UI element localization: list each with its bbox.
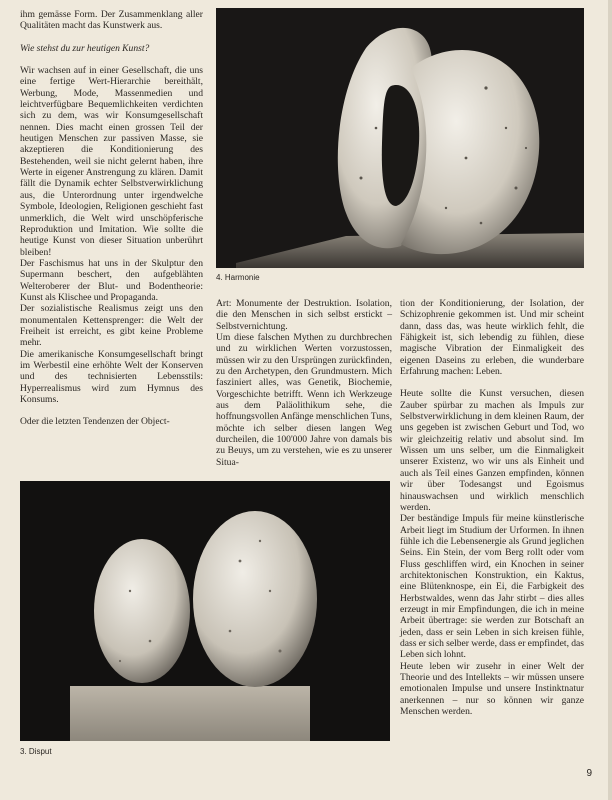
paragraph: Oder die letzten Tendenzen der Object-	[20, 416, 170, 428]
text-column-left	[20, 9, 203, 428]
photo-harmonie	[216, 8, 584, 268]
text-column-middle	[216, 298, 392, 468]
paragraph: Heute sollte die Kunst versuchen, diesen Zauber spürbar zu machen als Impuls zur Selbstverwirklichung in dem kleinen Raum, der uns gegeben ist zwischen Geburt und Tod, wo wir gleichzeitig relativ und absolut sind. Im Wissen um uns selber, um die Einmaligkeit unserer Existenz, wo wir uns als Einheit und auch als Teil eines Ganzen empfinden, können wir über Todesangst und Egoismus hinauswachsen und wirklich menschlich werden.	[400, 388, 584, 513]
photo-disput	[20, 481, 390, 741]
paragraph: Der Faschismus hat uns in der Skulptur den Supermann beschert, den aufgeblähten Welteroberer der Blut- und Bodentheorie: Kunst als Klischee und Propaganda.	[20, 257, 203, 303]
caption-harmonie: 4. Harmonie	[216, 273, 260, 282]
paragraph: Wir wachsen auf in einer Gesellschaft, die uns eine fertige Wert-Hierarchie bereithält, Werbung, Mode, Massenmedien und leichtverfügbare Bequemlichkeiten verdichten sich zu dem, was wir Konsumgesellschaft nennen. Dies macht einen grossen Teil der heutigen Menschen zur passiven Masse, sie akzeptieren die Konditionierung des Bestehenden, weil sie nicht gelernt haben, ihre Werte in eigener Anstrengung zu klären. Damit fällt die Dynamik echter Selbstverwirklichung aus, die Unterordnung unter irgendwelche Symbole, Ideologien, Religionen geschieht fast unmerklich, die Welt wird unschöpferische Reproduktion und Imitation. Wie sollte die heutige Kunst von dieser Situation unberührt bleiben!	[20, 65, 203, 258]
paragraph: Art: Monumente der Destruktion. Isolation, die den Menschen in sich selbst erstickt – Selbstvernichtung.	[216, 298, 392, 332]
text-column-right	[400, 298, 584, 717]
paragraph: Wie stehst du zur heutigen Kunst?	[20, 42, 150, 54]
page-number: 9	[586, 768, 592, 779]
paragraph: tion der Konditionierung, der Isolation, der Schizophrenie gekommen ist. Und mir scheint dann, dass das, was heute wirklich fehlt, die Fähigkeit ist, sich lebendig zu fühlen, diese magische Vibration der Einmaligkeit des eigenen Daseins zu erleben, die wunderbare Erfahrung machen: Leben.	[400, 298, 584, 378]
page-edge	[608, 0, 612, 800]
caption-disput: 3. Disput	[20, 747, 52, 756]
paragraph: Der beständige Impuls für meine künstlerische Arbeit liegt im Studium der Urformen. In ihnen fühle ich die Lebensenergie als Grund jeglichen Seins. Ein Stein, der vom Berg rollt oder vom Fluss geschliffen wird, ein Knochen in seiner architektonischen Konstruktion, ein Kaktus, eine Blütenknospe, ein Ei, die Farbigkeit des Herbstwaldes, wenn das Jahr stirbt – dies alles erzeugt in mir Empfindungen, die ich in meine Arbeit übertrage: sie werden zur Botschaft an jeden, dass er sein Leben in sich kreisen fühle, dass er sich selber werde, dass er empfindet, das Leben sich lohnt.	[400, 513, 584, 661]
paragraph: ihm gemässe Form. Der Zusammenklang aller Qualitäten macht das Kunstwerk aus.	[20, 9, 203, 32]
paragraph: Der sozialistische Realismus zeigt uns den monumentalen Kettensprenger: die Welt der Freiheit ist erreicht, es gibt keine Probleme mehr.	[20, 303, 203, 349]
paragraph: Heute leben wir zusehr in einer Welt der Theorie und des Intellekts – wir müssen unsere emotionalen Impulse und unsere Instinktnatur anerkennen – nur so können wir ganze Menschen werden.	[400, 660, 584, 718]
paragraph: Um diese falschen Mythen zu durchbrechen und zu wirklichen Werten vorzustossen, müssen wir zu den Ursprüngen zurückfinden, zu den Archetypen, den Grundmustern. Mich fasziniert alles, was Genetik, Biochemie, Vorgeschichte betrifft. Wenn ich Werkzeuge aus dem Paläolithikum sehe, die hoffnungsvollen Anfänge menschlichen Tuns, möchte ich selber diesen langen Weg durcheilen, die 100'000 Jahre von damals bis zu Beuys, um zu verstehen, wie es zu unserer Situa-	[216, 332, 392, 468]
paragraph: Die amerikanische Konsumgesellschaft bringt im Werbestil eine erhöhte Welt der Konserven und des technisierten Lebensstils: Hyperrealismus wird zum Hymnus des Konsums.	[20, 348, 203, 405]
